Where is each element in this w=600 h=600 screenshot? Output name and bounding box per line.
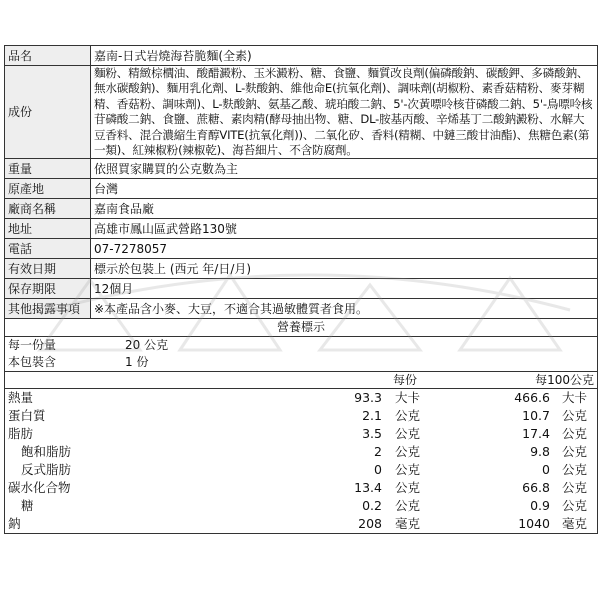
nutrient-per-serving: 208	[358, 516, 382, 532]
servings-per-pack-label: 本包裝含	[8, 355, 57, 370]
row-ingredients	[5, 66, 598, 159]
nutrient-name: 飽和脂肪	[21, 444, 72, 460]
nutrient-unit: 公克	[395, 498, 421, 514]
nutrient-name: 糖	[21, 498, 34, 514]
nutrient-row-protein	[5, 407, 597, 425]
label-product-name: 品名	[5, 46, 91, 66]
nutrient-name: 碳水化合物	[8, 480, 71, 496]
nutrient-row-fat	[5, 425, 597, 443]
value-weight: 依照買家購買的公克數為主	[91, 159, 598, 179]
nutrient-per-100g: 1040	[518, 516, 550, 532]
row-phone	[5, 239, 598, 259]
nutrient-unit: 公克	[562, 444, 588, 460]
nutrient-per-100g: 10.7	[522, 408, 550, 424]
nutrient-unit: 公克	[562, 480, 588, 496]
nutrient-name: 鈉	[8, 516, 21, 532]
label-shelf-life: 保存期限	[5, 279, 91, 299]
value-origin: 台灣	[91, 179, 598, 199]
nutrient-per-serving: 0	[374, 462, 382, 478]
row-manufacturer	[5, 199, 598, 219]
row-origin	[5, 179, 598, 199]
product-spec-sheet	[4, 45, 596, 534]
row-address	[5, 219, 598, 239]
servings-per-pack-row	[5, 354, 597, 371]
nutrient-unit: 公克	[562, 408, 588, 424]
nutrition-facts-panel	[4, 319, 598, 534]
value-expiry: 標示於包裝上 (西元 年/日/月)	[91, 259, 598, 279]
nutrient-unit: 公克	[395, 480, 421, 496]
nutrient-per-100g: 9.8	[530, 444, 550, 460]
label-disclosure: 其他揭露事項	[5, 299, 91, 319]
serving-size-label: 每一份量	[8, 338, 57, 353]
nutrition-column-header	[5, 371, 597, 389]
label-manufacturer: 廠商名稱	[5, 199, 91, 219]
nutrient-row-calories	[5, 389, 597, 407]
label-weight: 重量	[5, 159, 91, 179]
per-serving-header: 每份	[392, 373, 417, 388]
nutrient-per-serving: 93.3	[354, 390, 382, 406]
nutrient-per-100g: 66.8	[522, 480, 550, 496]
value-product-name: 嘉南-日式岩燒海苔脆麵(全素)	[91, 46, 598, 66]
nutrient-unit: 公克	[395, 426, 421, 442]
value-phone: 07-7278057	[91, 239, 598, 259]
nutrition-title: 營養標示	[5, 319, 597, 337]
nutrient-row-sodium	[5, 515, 597, 533]
serving-size-value: 20 公克	[125, 338, 169, 353]
label-address: 地址	[5, 219, 91, 239]
nutrient-per-100g: 0	[542, 462, 550, 478]
nutrient-row-trans-fat	[5, 461, 597, 479]
nutrient-name: 反式脂肪	[21, 462, 72, 478]
label-phone: 電話	[5, 239, 91, 259]
nutrient-per-serving: 0.2	[362, 498, 382, 514]
label-origin: 原產地	[5, 179, 91, 199]
per-100g-header: 每100公克	[535, 373, 594, 388]
label-ingredients: 成份	[5, 66, 91, 159]
value-address: 高雄市鳳山區武營路130號	[91, 219, 598, 239]
nutrient-per-serving: 13.4	[354, 480, 382, 496]
nutrient-per-100g: 17.4	[522, 426, 550, 442]
nutrient-per-100g: 0.9	[530, 498, 550, 514]
serving-size-row	[5, 337, 597, 354]
row-expiry	[5, 259, 598, 279]
nutrient-per-100g: 466.6	[514, 390, 550, 406]
value-ingredients: 麵粉、精緻棕櫚油、酸醋澱粉、玉米澱粉、糖、食鹽、麵質改良劑(偏磷酸鈉、碳酸鉀、多磷酸鈉、無水碳酸鈉)、麵用乳化劑、L-麩酸鈉、維他命E(抗氧化劑)、調味劑(胡椒粉、素香菇精粉、麥芽糊精、香菇粉、調味劑)、L-麩酸鈉、氨基乙酸、琥珀酸二鈉、5'-次黃嘌呤核苷磷酸二鈉、5'-鳥嘌呤核苷磷酸二鈉、食鹽、蔗糖、素肉精(酵母抽出物、糖、DL-胺基丙酸、辛烯基丁二酸鈉澱粉、水解大豆香料、混合濃縮生育醇VITE(抗氧化劑))、二氧化矽、香料(精糊、中鏈三酸甘油酯)、焦糖色素(第一類)、紅辣椒粉(辣椒乾)、海苔細片、不含防腐劑。	[91, 66, 598, 159]
nutrient-unit: 公克	[562, 426, 588, 442]
nutrient-row-sugar	[5, 497, 597, 515]
value-manufacturer: 嘉南食品廠	[91, 199, 598, 219]
nutrient-unit: 公克	[562, 462, 588, 478]
nutrient-unit: 毫克	[562, 516, 588, 532]
nutrition-rows	[5, 389, 597, 533]
value-shelf-life: 12個月	[91, 279, 598, 299]
nutrient-per-serving: 2	[374, 444, 382, 460]
nutrient-unit: 毫克	[395, 516, 421, 532]
row-weight	[5, 159, 598, 179]
nutrient-name: 脂肪	[8, 426, 34, 442]
nutrient-unit: 公克	[395, 408, 421, 424]
nutrient-per-serving: 3.5	[362, 426, 382, 442]
row-product-name	[5, 46, 598, 66]
product-info-table	[4, 45, 598, 319]
row-shelf-life	[5, 279, 598, 299]
nutrient-unit: 公克	[562, 498, 588, 514]
nutrient-per-serving: 2.1	[362, 408, 382, 424]
value-disclosure: ※本產品含小麥、大豆，不適合其過敏體質者食用。	[91, 299, 598, 319]
nutrient-unit: 公克	[395, 462, 421, 478]
label-expiry: 有效日期	[5, 259, 91, 279]
nutrient-unit: 大卡	[395, 390, 421, 406]
nutrient-name: 蛋白質	[8, 408, 46, 424]
servings-per-pack-value: 1 份	[125, 355, 149, 370]
row-disclosure	[5, 299, 598, 319]
nutrient-unit: 大卡	[562, 390, 588, 406]
nutrient-name: 熱量	[8, 390, 34, 406]
nutrient-row-saturated-fat	[5, 443, 597, 461]
nutrient-row-carbohydrate	[5, 479, 597, 497]
nutrient-unit: 公克	[395, 444, 421, 460]
